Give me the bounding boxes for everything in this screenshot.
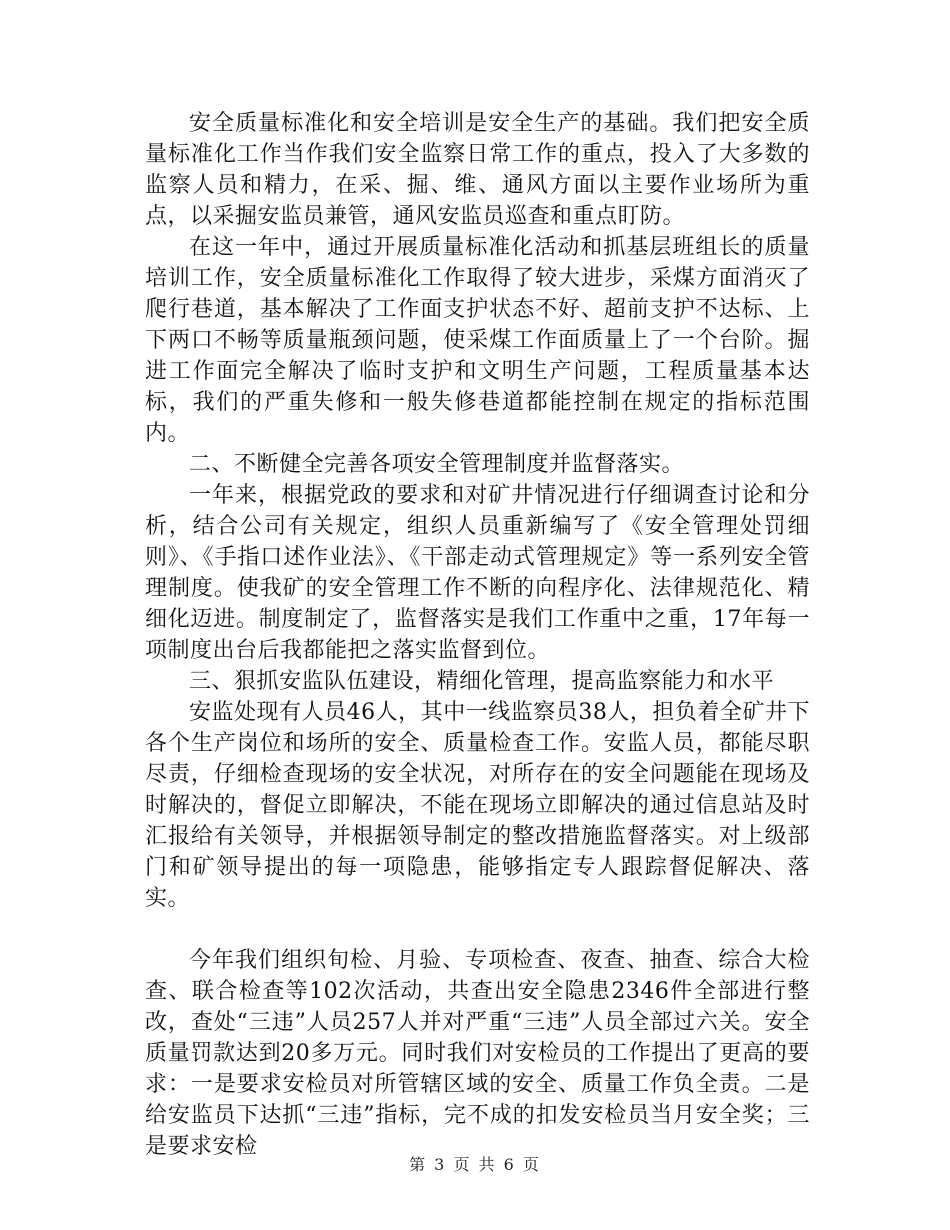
section-heading-2: 二、不断健全完善各项安全管理制度并监督落实。 xyxy=(189,452,685,477)
paragraph-quality-standardization: 安全质量标准化和安全培训是安全生产的基础。我们把安全质量标准化工作当作我们安全监察日常工作的重点，投入了大多数的监察人员和精力，在采、掘、维、通风方面以主要作业场所为重点，以采掘安监员兼管，通风安监员巡查和重点盯防。 xyxy=(145,111,810,229)
paragraph-inspections: 今年我们组织旬检、月验、专项检查、夜查、抽查、综合大检查、联合检查等102次活动，共查出安全隐患2346件全部进行整改，查处“三违”人员257人并对严重“三违”人员全部过六关。安全质量罚款达到20多万元。同时我们对安检员的工作提出了更高的要求：一是要求安检员对所管辖区域的安全、质量工作负全责。二是给安监员下达抓“三违”指标，完不成的扣发安检员当月安全奖；三是要求安检 xyxy=(145,948,810,1159)
paragraph-regulations: 一年来，根据党政的要求和对矿井情况进行仔细调查讨论和分析，结合公司有关规定，组织人员重新编写了《安全管理处罚细则》、《手指口述作业法》、《干部走动式管理规定》等一系列安全管理制度。使我矿的安全管理工作不断的向程序化、法律规范化、精细化迈进。制度制定了，监督落实是我们工作重中之重，17年每一项制度出台后我都能把之落实监督到位。 xyxy=(145,483,810,663)
paragraph-year-progress: 在这一年中，通过开展质量标准化活动和抓基层班组长的质量培训工作，安全质量标准化工作取得了较大进步，采煤方面消灭了爬行巷道，基本解决了工作面支护状态不好、超前支护不达标、上下两口不畅等质量瓶颈问题，使采煤工作面质量上了一个台阶。掘进工作面完全解决了临时支护和文明生产问题，工程质量基本达标，我们的严重失修和一般失修巷道都能控制在规定的指标范围内。 xyxy=(145,235,810,446)
document-body xyxy=(145,108,810,1162)
paragraph-staff: 安监处现有人员46人，其中一线监察员38人，担负着全矿井下各个生产岗位和场所的安全、质量检查工作。安监人员，都能尽职尽责，仔细检查现场的安全状况，对所存在的安全问题能在现场及时解决的，督促立即解决，不能在现场立即解决的通过信息站及时汇报给有关领导，并根据领导制定的整改措施监督落实。对上级部门和矿领导提出的每一项隐患，能够指定专人跟踪督促解决、落实。 xyxy=(145,700,810,911)
section-heading-3: 三、狠抓安监队伍建设，精细化管理，提高监察能力和水平 xyxy=(189,669,775,694)
page-footer: 第 3 页 共 6 页 xyxy=(409,1155,541,1174)
